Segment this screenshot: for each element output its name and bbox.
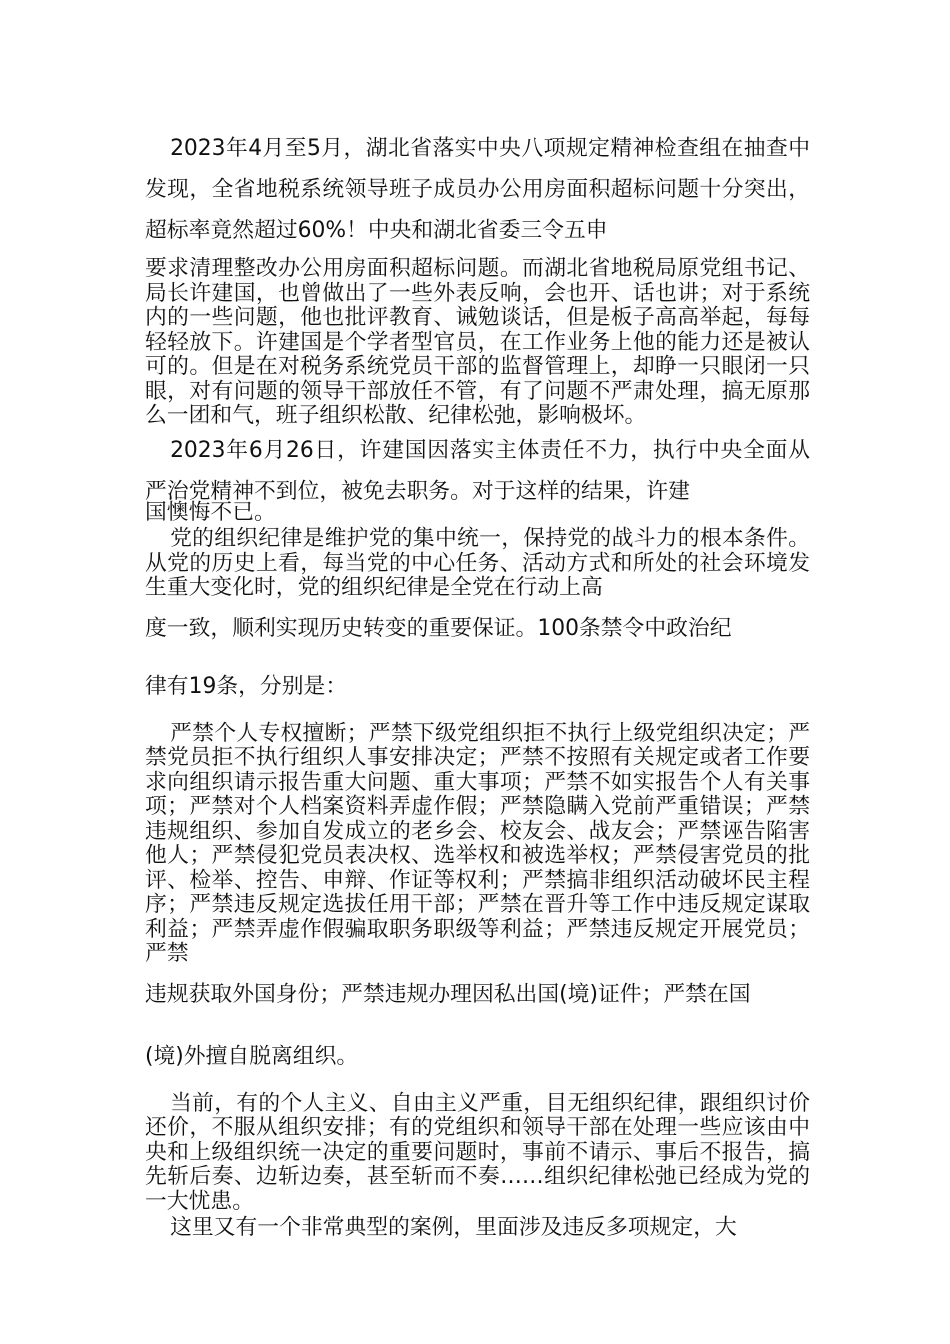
paragraph-inspection-finding: 2023年4月至5月，湖北省落实中央八项规定精神检查组在抽查中发现，全省地税系统领导班子成员办公用房面积超标问题十分突出，超标率竟然超过60%！中央和湖北省委三令五申: [145, 136, 810, 243]
paragraph-current-problems: 当前，有的个人主义、自由主义严重，目无组织纪律，跟组织讨价还价，不服从组织安排；有的党组织和领导干部在处理一些应该由中央和上级组织统一决定的重要问题时，事前不请示、事后不报告，搞先斩后奏、边斩边奏，甚至斩而不奏……组织纪律松弛已经成为党的一大忧患。: [145, 1090, 810, 1214]
paragraph-prohibitions-continued: 违规获取外国身份；严禁违规办理因私出国(境)证件；严禁在国: [145, 981, 751, 1007]
paragraph-political-discipline: 度一致，顺利实现历史转变的重要保证。100条禁令中政治纪: [145, 615, 732, 641]
document-page: [145, 128, 810, 1241]
paragraph-organizational-discipline: 党的组织纪律是维护党的集中统一，保持党的战斗力的根本条件。从党的历史上看，每当党的中心任务、活动方式和所处的社会环境发生重大变化时，党的组织纪律是全党在行动上高: [145, 526, 810, 600]
paragraph-xu-jianguo-conduct: 要求清理整改办公用房面积超标问题。而湖北省地税局原党组书记、局长许建国，也曾做出了一些外表反响，会也开、话也讲；对于系统内的一些问题，他也批评教育、诫勉谈话，但是板子高高举起，每每轻轻放下。许建国是个学者型官员，在工作业务上他的能力还是被认可的。但是在对税务系统党员干部的监督管理上，却睁一只眼闭一只眼，对有问题的领导干部放任不管，有了问题不严肃处理，搞无原那么一团和气，班子组织松散、纪律松弛，影响极坏。: [145, 256, 810, 428]
paragraph-dismissal: 2023年6月26日，许建国因落实主体责任不力，执行中央全面从严治党精神不到位，被免去职务。对于这样的结果，许建: [145, 437, 810, 504]
paragraph-prohibitions-list: 严禁个人专权擅断；严禁下级党组织拒不执行上级党组织决定；严禁党员拒不执行组织人事安排决定；严禁不按照有关规定或者工作要求向组织请示报告重大问题、重大事项；严禁不如实报告个人有关事项；严禁对个人档案资料弄虚作假；严禁隐瞒入党前严重错误；严禁违规组织、参加自发成立的老乡会、校友会、战友会；严禁诬告陷害他人；严禁侵犯党员表决权、选举权和被选举权；严禁侵害党员的批评、检举、控告、申辩、作证等权利；严禁搞非组织活动破坏民主程序；严禁违反规定选拔任用干部；严禁在晋升等工作中违反规定谋取利益；严禁弄虚作假骗取职务职级等利益；严禁违反规定开展党员；严禁: [145, 720, 810, 966]
paragraph-typical-case: 这里又有一个非常典型的案例，里面涉及违反多项规定，大: [170, 1215, 737, 1240]
paragraph-regret: 国懊悔不已。: [145, 499, 276, 525]
paragraph-rule-count: 律有19条，分别是：: [145, 674, 348, 699]
paragraph-prohibitions-end: (境)外擅自脱离组织。: [145, 1044, 359, 1069]
